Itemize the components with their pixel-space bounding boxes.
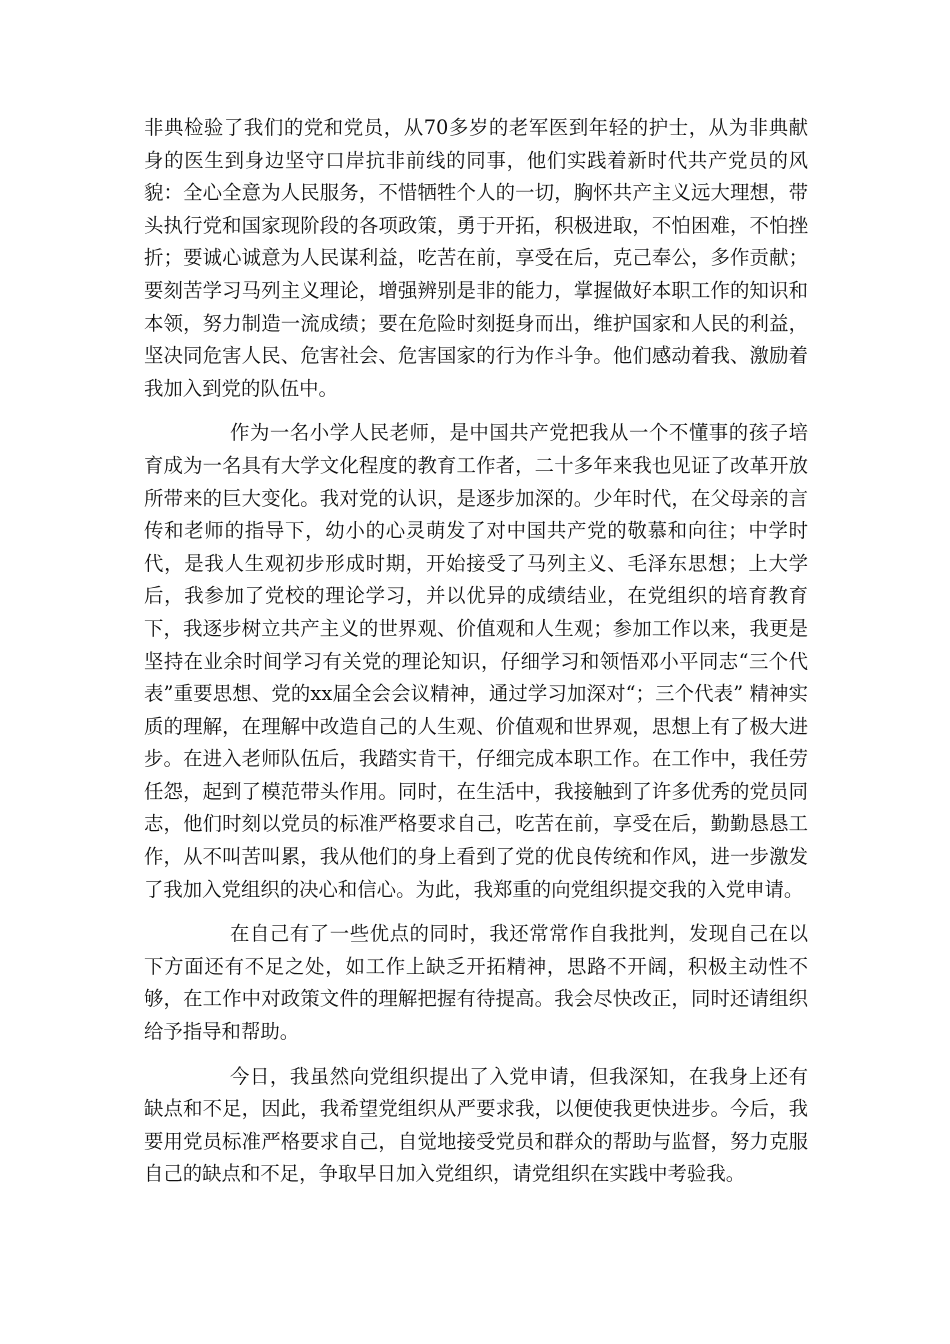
paragraph-4: 今日，我虽然向党组织提出了入党申请，但我深知，在我身上还有缺点和不足，因此，我希望党组织从严要求我，以便使我更快进步。今后，我要用党员标准严格要求自己，自觉地接受党员和群众的帮助与监督，努力克服自己的缺点和不足，争取早日加入党组织，请党组织在实践中考验我。: [144, 1064, 808, 1186]
document-body: [144, 112, 808, 1203]
paragraph-1: 非典检验了我们的党和党员，从70多岁的老军医到年轻的护士，从为非典献身的医生到身边坚守口岸抗非前线的同事，他们实践着新时代共产党员的风貌：全心全意为人民服务，不惜牺牲个人的一切，胸怀共产主义远大理想，带头执行党和国家现阶段的各项政策，勇于开拓，积极进取，不怕困难，不怕挫折；要诚心诚意为人民谋利益，吃苦在前，享受在后，克己奉公，多作贡献；要刻苦学习马列主义理论，增强辨别是非的能力，掌握做好本职工作的知识和本领，努力制造一流成绩；要在危险时刻挺身而出，维护国家和人民的利益，坚决同危害人民、危害社会、危害国家的行为作斗争。他们感动着我、激励着我加入到党的队伍中。: [144, 116, 808, 400]
paragraph-2: 作为一名小学人民老师，是中国共产党把我从一个不懂事的孩子培育成为一名具有大学文化程度的教育工作者，二十多年来我也见证了改革开放所带来的巨大变化。我对党的认识，是逐步加深的。少年时代，在父母亲的言传和老师的指导下，幼小的心灵萌发了对中国共产党的敬慕和向往；中学时代，是我人生观初步形成时期，开始接受了马列主义、毛泽东思想；上大学后，我参加了党校的理论学习，并以优异的成绩结业，在党组织的培育教育下，我逐步树立共产主义的世界观、价值观和人生观；参加工作以来，我更是坚持在业余时间学习有关党的理论知识，仔细学习和领悟邓小平同志“三个代表”重要思想、党的xx届全会会议精神，通过学习加深对“；三个代表” 精神实质的理解，在理解中改造自己的人生观、价值观和世界观，思想上有了极大进步。在进入老师队伍后，我踏实肯干，仔细完成本职工作。在工作中，我任劳任怨，起到了模范带头作用。同时，在生活中，我接触到了许多优秀的党员同志，他们时刻以党员的标准严格要求自己，吃苦在前，享受在后，勤勤恳恳工作，从不叫苦叫累，我从他们的身上看到了党的优良传统和作风，进一步激发了我加入党组织的决心和信心。为此，我郑重的向党组织提交我的入党申请。: [144, 421, 808, 901]
paragraph-3: 在自己有了一些优点的同时，我还常常作自我批判，发现自己在以下方面还有不足之处，如工作上缺乏开拓精神，思路不开阔，积极主动性不够，在工作中对政策文件的理解把握有待提高。我会尽快改正，同时还请组织给予指导和帮助。: [144, 922, 808, 1044]
